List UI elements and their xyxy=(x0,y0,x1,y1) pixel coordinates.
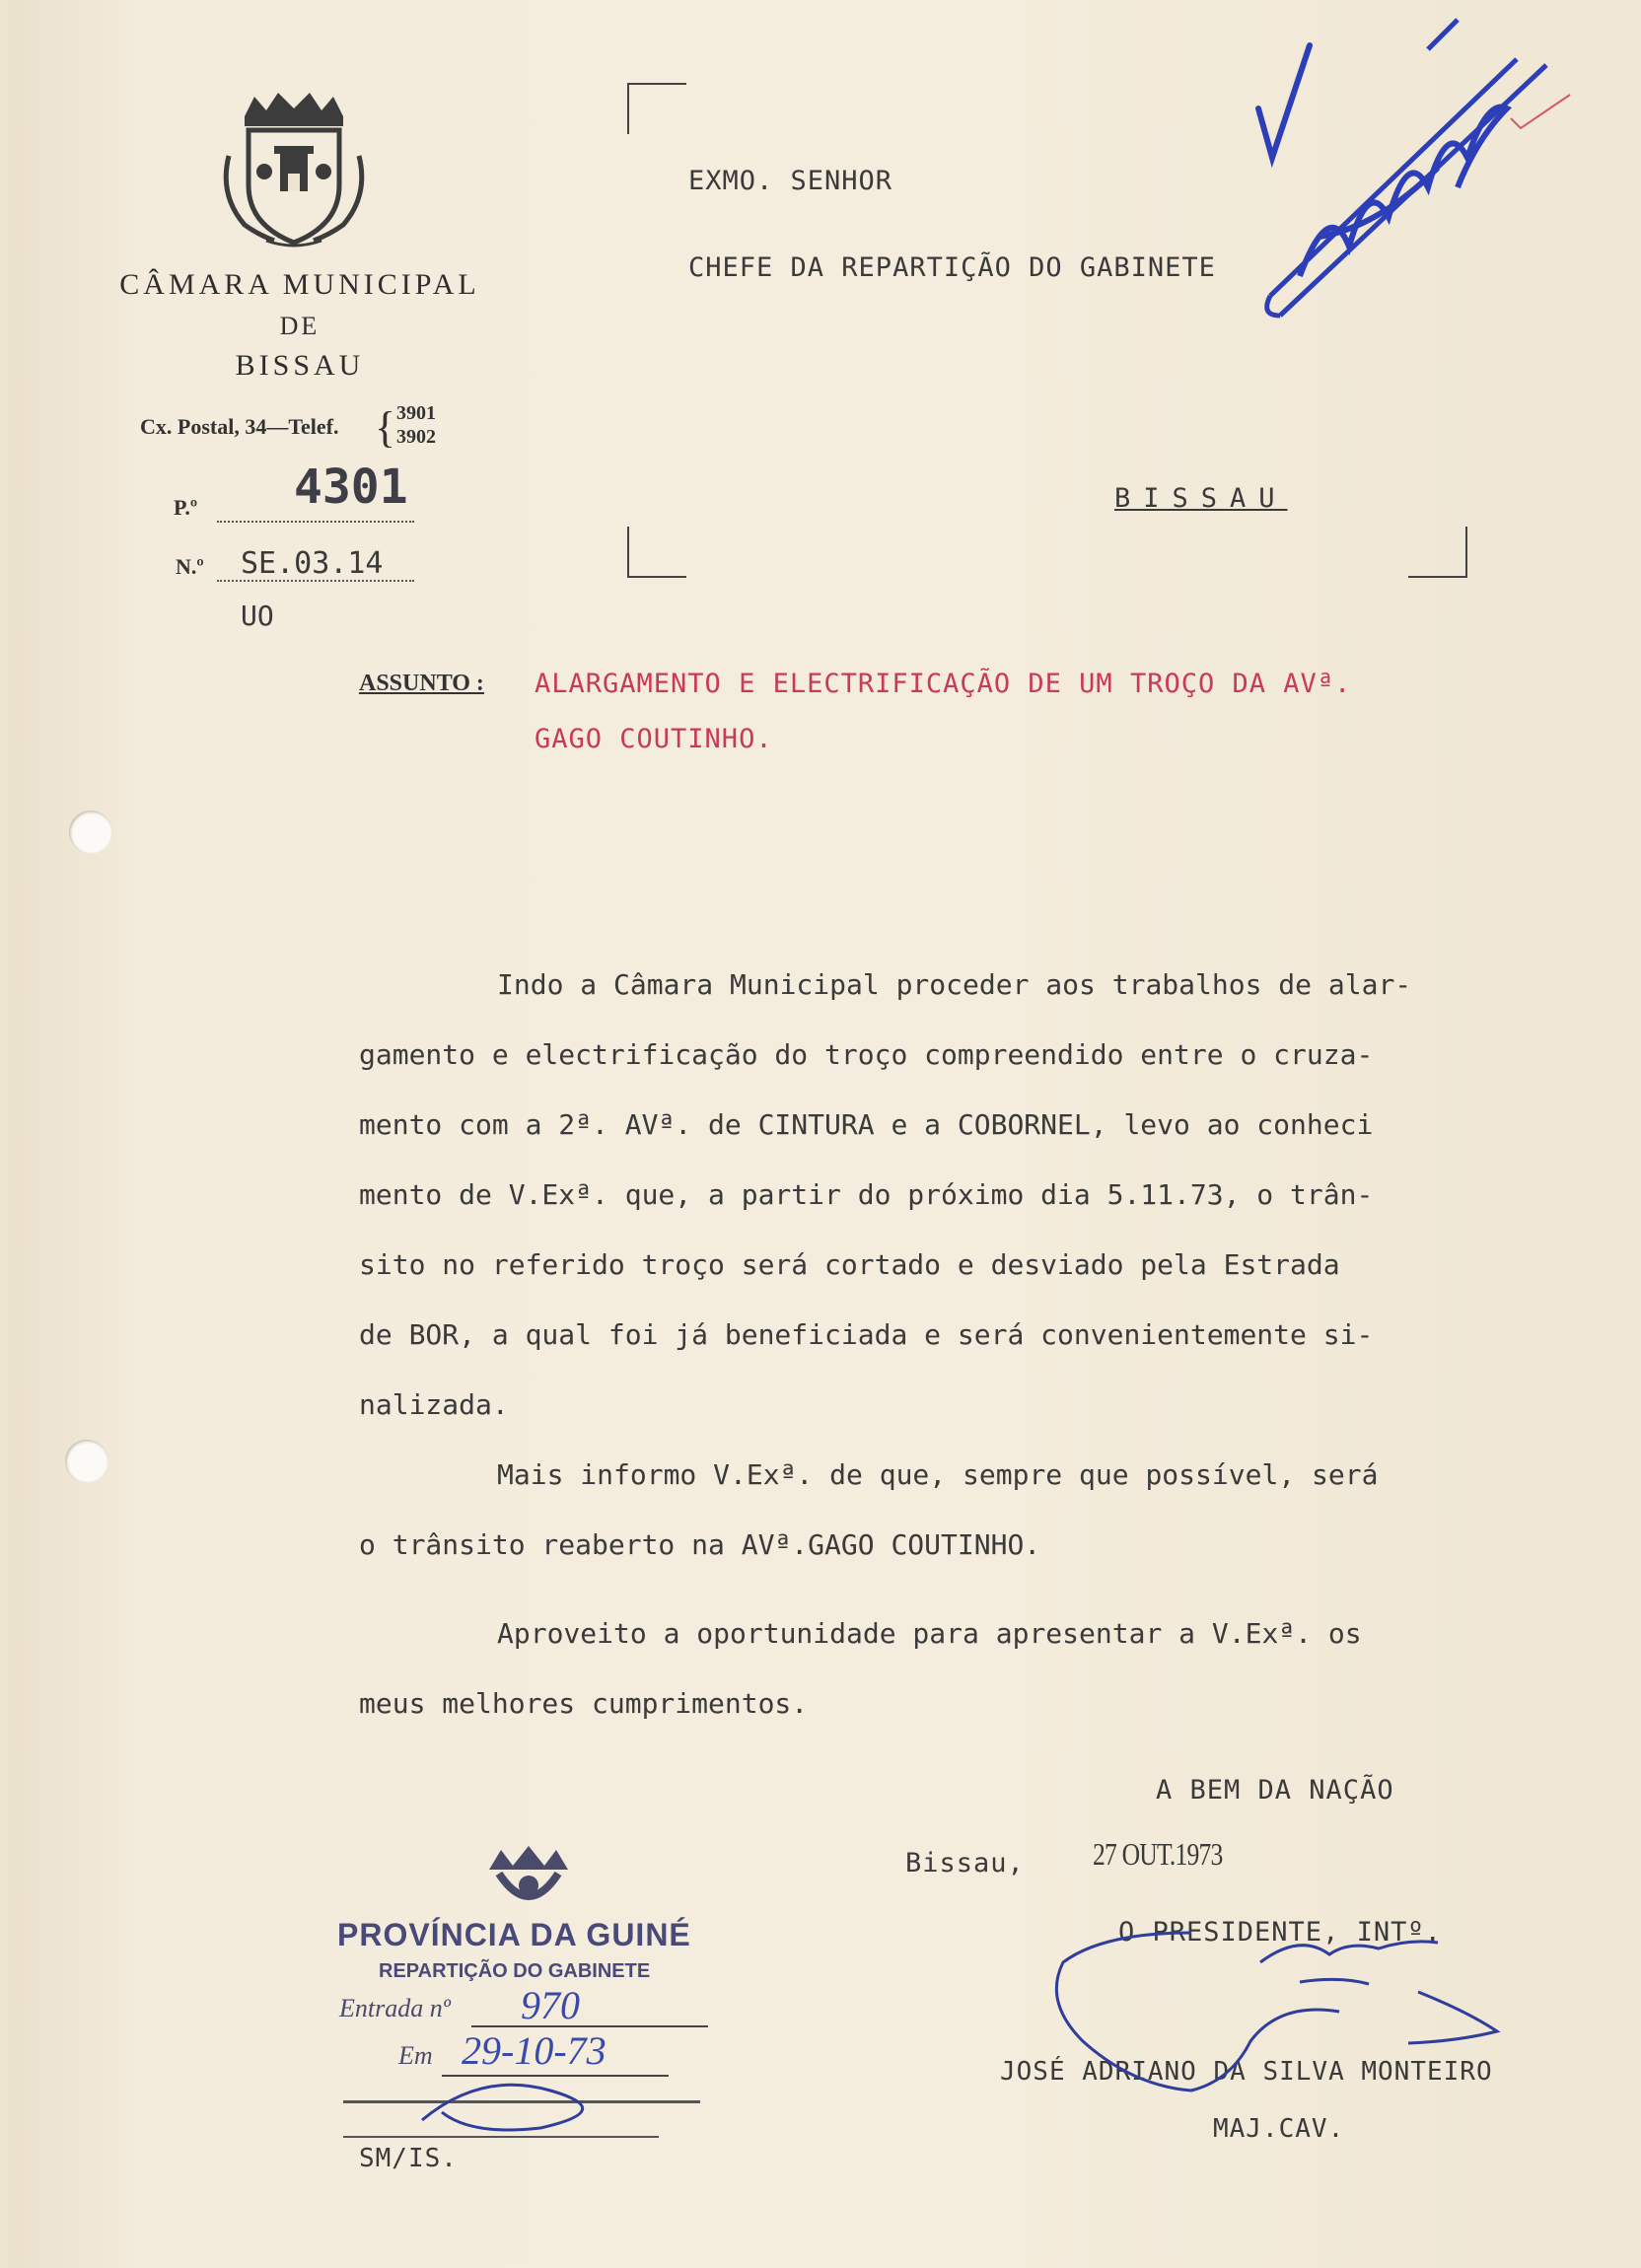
subject-line-1: ALARGAMENTO E ELECTRIFICAÇÃO DE UM TROÇO DA AVª. xyxy=(535,669,1352,699)
red-tick-icon xyxy=(1507,89,1576,138)
body-line: meus melhores cumprimentos. xyxy=(359,1687,809,1720)
typist-initials: SM/IS. xyxy=(359,2144,458,2173)
window-corner-br xyxy=(1408,527,1467,578)
org-name: CÂMARA MUNICIPAL xyxy=(119,268,480,301)
phone-brace: { xyxy=(375,403,396,452)
n-number: SE.03.14 xyxy=(241,546,384,581)
stamp-initials-scribble xyxy=(402,2061,639,2140)
contact-info: Cx. Postal, 34—Telef. xyxy=(140,414,339,439)
signature-scribble xyxy=(1043,1893,1517,2100)
p-field-line xyxy=(217,521,414,523)
body-line: o trânsito reaberto na AVª.GAGO COUTINHO. xyxy=(359,1528,1041,1561)
body-line: gamento e electrificação do troço compreendido entre o cruza- xyxy=(359,1038,1374,1071)
body-line: mento de V.Exª. que, a partir do próximo dia 5.11.73, o trân- xyxy=(359,1178,1374,1211)
punch-hole-bottom xyxy=(65,1440,108,1483)
closing-motto: A BEM DA NAÇÃO xyxy=(1156,1775,1394,1806)
subject-line-2: GAGO COUTINHO. xyxy=(535,724,773,754)
punch-hole-top xyxy=(69,811,112,854)
p-label: P.º xyxy=(174,495,198,520)
phone-2: 3902 xyxy=(396,426,436,448)
addressee-salutation: EXMO. SENHOR xyxy=(688,166,893,196)
addressee-city: BISSAU xyxy=(1114,483,1288,514)
org-name-de: DE xyxy=(279,312,321,340)
org-city: BISSAU xyxy=(235,349,365,382)
signatory-name: JOSÉ ADRIANO DA SILVA MONTEIRO xyxy=(1000,2057,1493,2087)
body-line: nalizada. xyxy=(359,1388,509,1421)
body-line: Mais informo V.Exª. de que, sempre que possível, será xyxy=(497,1458,1379,1491)
closing-date-stamp: 27 OUT.1973 xyxy=(1093,1836,1223,1872)
stamp-bottom-rule xyxy=(343,2136,659,2138)
handwritten-annotation xyxy=(1260,0,1556,355)
stamp-entry-number: 970 xyxy=(521,1983,580,2027)
coat-of-arms-icon xyxy=(215,87,373,254)
stamp-entry-label: Entrada nº xyxy=(339,1994,451,2022)
signatory-rank: MAJ.CAV. xyxy=(1213,2114,1345,2144)
n-label: N.º xyxy=(176,554,204,579)
stamp-department: REPARTIÇÃO DO GABINETE xyxy=(379,1960,651,1982)
closing-signatory-title: O PRESIDENTE, INTº. xyxy=(1118,1917,1442,1948)
stamp-emblem-icon xyxy=(479,1840,578,1919)
subject-label: ASSUNTO : xyxy=(359,671,484,696)
stamp-date-label: Em xyxy=(398,2041,433,2070)
body-line: de BOR, a qual foi já beneficiada e será convenientemente si- xyxy=(359,1318,1374,1351)
body-line: mento com a 2ª. AVª. de CINTURA e a COBORNEL, levo ao conheci xyxy=(359,1108,1374,1141)
addressee-title: CHEFE DA REPARTIÇÃO DO GABINETE xyxy=(688,252,1216,283)
phone-1: 3901 xyxy=(396,402,436,424)
body-line: Aproveito a oportunidade para apresentar a V.Exª. os xyxy=(497,1617,1362,1650)
dept-code: UO xyxy=(241,600,274,632)
stamp-province: PROVÍNCIA DA GUINÉ xyxy=(337,1917,691,1952)
window-corner-bl xyxy=(627,527,686,578)
closing-place: Bissau, xyxy=(905,1848,1025,1878)
letter-page xyxy=(8,0,1641,2268)
body-line: sito no referido troço será cortado e desviado pela Estrada xyxy=(359,1248,1340,1281)
stamp-date-value: 29-10-73 xyxy=(462,2028,606,2073)
window-corner-tl xyxy=(627,83,686,134)
p-number: 4301 xyxy=(294,460,408,515)
body-line: Indo a Câmara Municipal proceder aos trabalhos de alar- xyxy=(497,968,1412,1001)
